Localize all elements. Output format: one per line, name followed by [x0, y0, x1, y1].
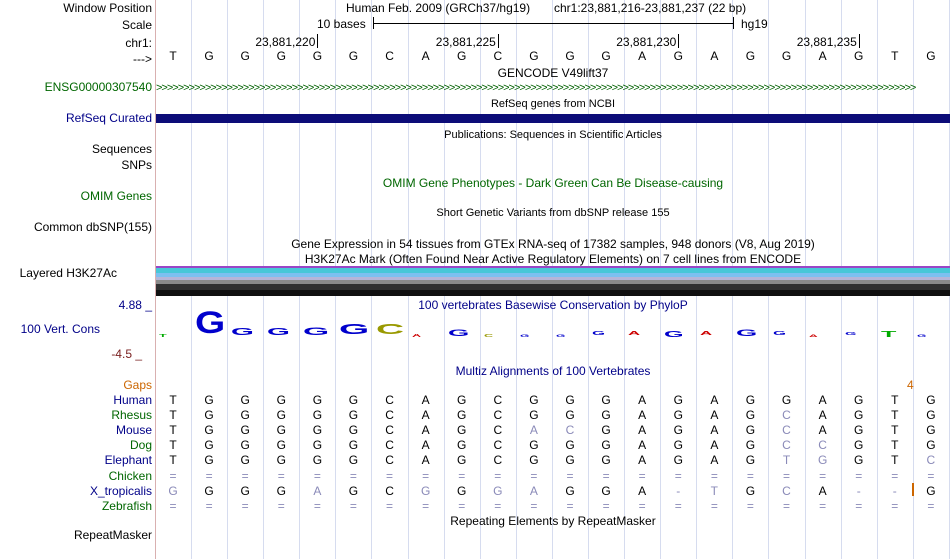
gencode-gene-feature[interactable]: >>>>>>>>>>>>>>>>>>>>>>>>>>>>>>>>>>>>>>>>>>>>>>>>>>>>>>>>>>>>>>>>>>>>>>>>>>>>>>>>>>>>>>>>>>>>>>>>>>>>>>>>>>>>>>>>>>>>>>>>>>>>>>>>>>>>>>>>>>>> [156, 82, 916, 94]
aligned-base: C [385, 408, 394, 423]
aligned-base: = [458, 468, 466, 483]
aligned-base: C [782, 438, 791, 453]
aligned-base: = [277, 468, 285, 483]
aligned-base: = [313, 468, 321, 483]
gencode-left-label[interactable]: ENSG00000307540 [44, 80, 152, 94]
ref-base: T [891, 49, 899, 63]
aligned-base: A [421, 408, 430, 423]
aligned-base: = [566, 468, 574, 483]
aligned-base: = [386, 468, 394, 483]
species-label-human[interactable]: Human [113, 393, 152, 407]
gap-marker [912, 483, 914, 496]
snps-left-label[interactable]: SNPs [121, 158, 152, 172]
conservation-base: G [664, 328, 684, 339]
aligned-base: = [530, 498, 538, 513]
aligned-base: A [529, 483, 538, 498]
conservation-base: G [916, 333, 927, 338]
aligned-base: = [241, 498, 249, 513]
aligned-base: G [457, 438, 467, 453]
ref-base: C [493, 49, 503, 63]
aligned-base: A [421, 393, 430, 407]
h3k27ac-signal[interactable] [156, 266, 950, 296]
ref-base: A [638, 49, 647, 63]
aligned-base: = [494, 468, 502, 483]
aligned-base: C [565, 423, 575, 438]
aligned-base: G [457, 393, 467, 407]
species-label-x_tropicalis[interactable]: X_tropicalis [89, 483, 152, 498]
aligned-base: A [710, 393, 719, 407]
aligned-base: G [276, 423, 286, 438]
aligned-base: = [638, 468, 646, 483]
aligned-base: C [493, 438, 503, 453]
ref-base: T [169, 49, 177, 63]
aligned-base: G [204, 438, 214, 453]
coord-tick-label: 23,881,225 [435, 35, 496, 49]
aligned-base: C [493, 408, 503, 423]
ref-base: G [854, 49, 864, 63]
h3k27ac-left-label[interactable]: Layered H3K27Ac [19, 266, 117, 280]
aligned-base: = [746, 468, 754, 483]
aligned-base: = [891, 498, 899, 513]
aligned-base: G [817, 453, 828, 468]
aligned-base: G [312, 393, 323, 407]
conservation-base: G [231, 327, 255, 339]
aligned-base: G [276, 453, 286, 468]
aligned-base: G [348, 408, 359, 423]
gaps-label: Gaps [123, 378, 152, 392]
aligned-base: = [927, 468, 935, 483]
aligned-base: = [349, 498, 357, 513]
refseq-gene-bar[interactable] [156, 114, 950, 123]
aligned-base: A [421, 453, 430, 468]
gencode-track-title: GENCODE V49lift37 [497, 66, 609, 80]
aligned-base: G [854, 393, 864, 407]
aligned-base: C [782, 408, 791, 423]
aligned-base: = [349, 468, 357, 483]
aligned-base: G [457, 453, 467, 468]
aligned-base: T [169, 423, 177, 438]
aligned-base: G [673, 438, 683, 453]
ref-base: G [529, 49, 539, 63]
aligned-base: G [565, 438, 575, 453]
aligned-base: = [530, 468, 538, 483]
aligned-base: C [782, 423, 791, 438]
aligned-base: = [855, 498, 863, 513]
aligned-base: - [676, 483, 681, 498]
aligned-base: A [818, 393, 827, 407]
aligned-base: A [638, 483, 647, 498]
aligned-base: C [385, 423, 394, 438]
aligned-base: = [891, 468, 899, 483]
ref-base: G [276, 49, 286, 63]
aligned-base: G [565, 408, 575, 423]
aligned-base: G [601, 483, 611, 498]
conservation-base: G [736, 327, 758, 338]
omim-track-title: OMIM Gene Phenotypes - Dark Green Can Be Disease-causing [382, 176, 724, 190]
aligned-base: A [638, 453, 647, 468]
aligned-base: C [385, 438, 394, 453]
conservation-track-title: 100 vertebrates Basewise Conservation by PhyloP [418, 298, 688, 312]
aligned-base: G [348, 483, 359, 498]
coord-tick-label: 23,881,230 [616, 35, 677, 49]
repeatmasker-track-title: Repeating Elements by RepeatMasker [450, 514, 656, 528]
aligned-base: G [529, 453, 539, 468]
aligned-base: G [240, 423, 250, 438]
ref-base: G [673, 49, 683, 63]
coord-tick-mark [317, 34, 318, 48]
aligned-base: A [638, 438, 647, 453]
aligned-base: G [854, 423, 864, 438]
aligned-base: = [169, 468, 177, 483]
scale-label: Scale [121, 18, 152, 32]
aligned-base: T [891, 453, 899, 468]
aligned-base: C [818, 438, 827, 453]
aligned-base: = [746, 498, 754, 513]
conservation-base: G [303, 325, 330, 338]
aligned-base: = [855, 468, 863, 483]
aligned-base: = [422, 498, 430, 513]
window-position-label: Window Position [63, 1, 152, 15]
aligned-base: G [240, 438, 250, 453]
coord-tick-label: 23,881,235 [796, 35, 857, 49]
species-label-elephant[interactable]: Elephant [104, 453, 152, 468]
aligned-base: A [710, 453, 719, 468]
species-label-dog[interactable]: Dog [129, 438, 152, 453]
aligned-base: = [386, 498, 394, 513]
repeatmasker-left-label[interactable]: RepeatMasker [73, 528, 152, 542]
gap-count: 4 [907, 378, 914, 392]
aligned-base: T [710, 483, 719, 498]
aligned-base: T [891, 423, 899, 438]
refseq-left-label[interactable]: RefSeq Curated [65, 111, 152, 125]
aligned-base: = [710, 498, 718, 513]
aligned-base: G [673, 423, 683, 438]
aligned-base: G [601, 423, 611, 438]
aligned-base: = [602, 498, 610, 513]
aligned-base: C [385, 453, 394, 468]
aligned-base: T [169, 408, 177, 423]
cons-ymax: 4.88 _ [118, 298, 152, 312]
aligned-base: G [529, 408, 539, 423]
aligned-base: G [529, 438, 539, 453]
aligned-base: G [926, 423, 936, 438]
aligned-base: G [745, 393, 756, 407]
aligned-base: = [205, 498, 213, 513]
aligned-base: G [565, 453, 575, 468]
conservation-base: G [339, 322, 370, 339]
aligned-base: G [781, 393, 792, 407]
aligned-base: G [854, 408, 864, 423]
assembly-name: Human Feb. 2009 (GRCh37/hg19) [346, 1, 531, 15]
aligned-base: G [493, 483, 503, 498]
aligned-base: G [926, 393, 936, 407]
aligned-base: G [529, 393, 539, 407]
aligned-base: G [673, 408, 683, 423]
multiz-track-title: Multiz Alignments of 100 Vertebrates [455, 364, 651, 378]
aligned-base: G [240, 453, 250, 468]
coord-tick-mark [859, 34, 860, 48]
aligned-base: G [312, 453, 323, 468]
aligned-base: T [782, 453, 791, 468]
aligned-base: G [204, 408, 214, 423]
aligned-base: A [421, 423, 430, 438]
aligned-base: = [638, 498, 646, 513]
aligned-base: = [313, 498, 321, 513]
aligned-base: G [312, 438, 323, 453]
aligned-base: = [674, 468, 682, 483]
aligned-base: A [818, 408, 827, 423]
aligned-base: A [818, 423, 827, 438]
conservation-base: G [844, 332, 857, 338]
conservation-base: A [628, 331, 641, 338]
scale-db: hg19 [741, 17, 768, 31]
ref-base: A [421, 49, 430, 63]
scale-bar [373, 23, 734, 24]
chrom-label: chr1: [125, 36, 152, 50]
aligned-base: C [385, 393, 394, 407]
aligned-base: G [204, 453, 214, 468]
publications-track-title: Publications: Sequences in Scientific Articles [444, 129, 662, 141]
ref-base: G [204, 49, 214, 63]
aligned-base: C [926, 453, 936, 468]
aligned-base: C [493, 393, 503, 407]
conservation-base: A [808, 333, 818, 338]
aligned-base: G [240, 483, 250, 498]
aligned-base: A [313, 483, 322, 498]
aligned-base: G [348, 393, 359, 407]
aligned-base: - [856, 483, 861, 498]
aligned-base: = [422, 468, 430, 483]
strand-label: ---> [133, 52, 152, 66]
conservation-base: G [555, 333, 566, 338]
aligned-base: G [926, 408, 936, 423]
ref-base: G [745, 49, 756, 63]
publications-left-label[interactable]: Sequences [91, 142, 152, 156]
aligned-base: G [240, 408, 250, 423]
aligned-base: G [312, 423, 323, 438]
aligned-base: G [673, 393, 683, 407]
left-label-column [0, 0, 155, 559]
aligned-base: A [710, 408, 719, 423]
aligned-base: G [745, 453, 756, 468]
ref-base: A [710, 49, 719, 63]
species-label-mouse[interactable]: Mouse [115, 423, 152, 438]
aligned-base: = [602, 468, 610, 483]
dbsnp-left-label[interactable]: Common dbSNP(155) [33, 220, 152, 234]
aligned-base: A [421, 438, 430, 453]
dbsnp-track-title: Short Genetic Variants from dbSNP release 155 [436, 207, 670, 219]
ref-base: G [781, 49, 792, 63]
aligned-base: G [854, 453, 864, 468]
aligned-base: T [891, 408, 899, 423]
ref-base: A [818, 49, 827, 63]
aligned-base: = [819, 468, 827, 483]
aligned-base: C [385, 483, 394, 498]
aligned-base: G [854, 438, 864, 453]
aligned-base: G [457, 483, 467, 498]
ref-base: G [240, 49, 250, 63]
conservation-logo[interactable] [156, 300, 950, 340]
aligned-base: G [601, 453, 611, 468]
aligned-base: G [745, 438, 756, 453]
aligned-base: G [240, 393, 250, 407]
aligned-base: A [818, 483, 827, 498]
aligned-base: G [565, 393, 575, 407]
aligned-base: T [891, 438, 899, 453]
ref-base: G [565, 49, 575, 63]
aligned-base: = [819, 498, 827, 513]
aligned-base: G [601, 438, 611, 453]
conservation-base: G [195, 303, 226, 340]
conservation-base: G [772, 331, 786, 338]
conservation-base: G [592, 331, 606, 338]
gtex-track-title: Gene Expression in 54 tissues from GTEx RNA-seq of 17382 samples, 948 donors (V8, Aug 2019) [291, 237, 815, 251]
aligned-base: G [348, 438, 359, 453]
aligned-base: T [169, 438, 177, 453]
aligned-base: A [710, 423, 719, 438]
aligned-base: A [529, 423, 538, 438]
aligned-base: A [638, 423, 647, 438]
conservation-base: G [447, 327, 469, 338]
aligned-base: = [783, 468, 791, 483]
aligned-base: G [348, 423, 359, 438]
aligned-base: = [494, 498, 502, 513]
coord-tick-label: 23,881,220 [255, 35, 316, 49]
aligned-base: C [782, 483, 791, 498]
conservation-base: G [267, 327, 291, 339]
ref-base: G [457, 49, 467, 63]
aligned-base: T [169, 453, 177, 468]
refseq-track-title: RefSeq genes from NCBI [490, 98, 616, 110]
aligned-base: G [276, 393, 286, 407]
aligned-base: = [277, 498, 285, 513]
conservation-base: C [375, 322, 404, 339]
ref-base: G [926, 49, 936, 63]
aligned-base: G [565, 483, 575, 498]
aligned-base: G [926, 438, 936, 453]
aligned-base: G [276, 438, 286, 453]
conservation-base: T [880, 328, 897, 339]
aligned-base: T [891, 393, 899, 407]
conservation-base: G [519, 333, 530, 338]
aligned-base: C [493, 453, 503, 468]
conservation-left-label[interactable]: 100 Vert. Cons [20, 322, 100, 336]
omim-left-label[interactable]: OMIM Genes [80, 189, 152, 203]
aligned-base: G [204, 393, 214, 407]
position-readout: chr1:23,881,216-23,881,237 (22 bp) [554, 1, 747, 15]
aligned-base: G [312, 408, 323, 423]
ref-base: G [348, 49, 359, 63]
aligned-base: C [493, 423, 503, 438]
aligned-base: A [638, 408, 647, 423]
aligned-base: = [783, 498, 791, 513]
species-label-zebrafish[interactable]: Zebrafish [101, 498, 152, 513]
ref-base: C [385, 49, 394, 63]
aligned-base: = [169, 498, 177, 513]
aligned-base: - [892, 483, 897, 498]
ref-base: G [312, 49, 323, 63]
aligned-base: G [926, 483, 936, 498]
aligned-base: = [927, 498, 935, 513]
aligned-base: G [168, 483, 178, 498]
aligned-base: A [638, 393, 647, 407]
aligned-base: G [457, 408, 467, 423]
conservation-base: T [159, 332, 167, 338]
scale-bar-right [733, 17, 734, 29]
aligned-base: G [348, 453, 359, 468]
ref-base: G [601, 49, 611, 63]
conservation-base: A [411, 332, 421, 338]
aligned-base: = [458, 498, 466, 513]
conservation-base: A [700, 331, 713, 338]
aligned-base: G [601, 408, 611, 423]
aligned-base: = [710, 468, 718, 483]
aligned-base: G [745, 483, 756, 498]
aligned-base: = [566, 498, 574, 513]
aligned-base: G [276, 483, 286, 498]
aligned-base: = [674, 498, 682, 513]
species-label-chicken[interactable]: Chicken [108, 468, 152, 483]
aligned-base: = [241, 468, 249, 483]
scale-text: 10 bases [317, 17, 366, 31]
aligned-base: G [204, 423, 214, 438]
aligned-base: A [710, 438, 719, 453]
species-label-rhesus[interactable]: Rhesus [111, 408, 152, 423]
conservation-base: C [483, 332, 493, 338]
coord-tick-mark [498, 34, 499, 48]
aligned-base: G [204, 483, 214, 498]
aligned-base: G [601, 393, 611, 407]
h3k27ac-track-title: H3K27Ac Mark (Often Found Near Active Regulatory Elements) on 7 cell lines from ENCODE [304, 252, 802, 266]
aligned-base: G [745, 408, 756, 423]
aligned-base: G [745, 423, 756, 438]
aligned-base: G [673, 453, 683, 468]
aligned-base: G [420, 483, 431, 498]
aligned-base: = [205, 468, 213, 483]
aligned-base: G [457, 423, 467, 438]
cons-ymin: -4.5 _ [111, 347, 142, 361]
coord-tick-mark [678, 34, 679, 48]
aligned-base: G [276, 408, 286, 423]
aligned-base: T [169, 393, 177, 407]
